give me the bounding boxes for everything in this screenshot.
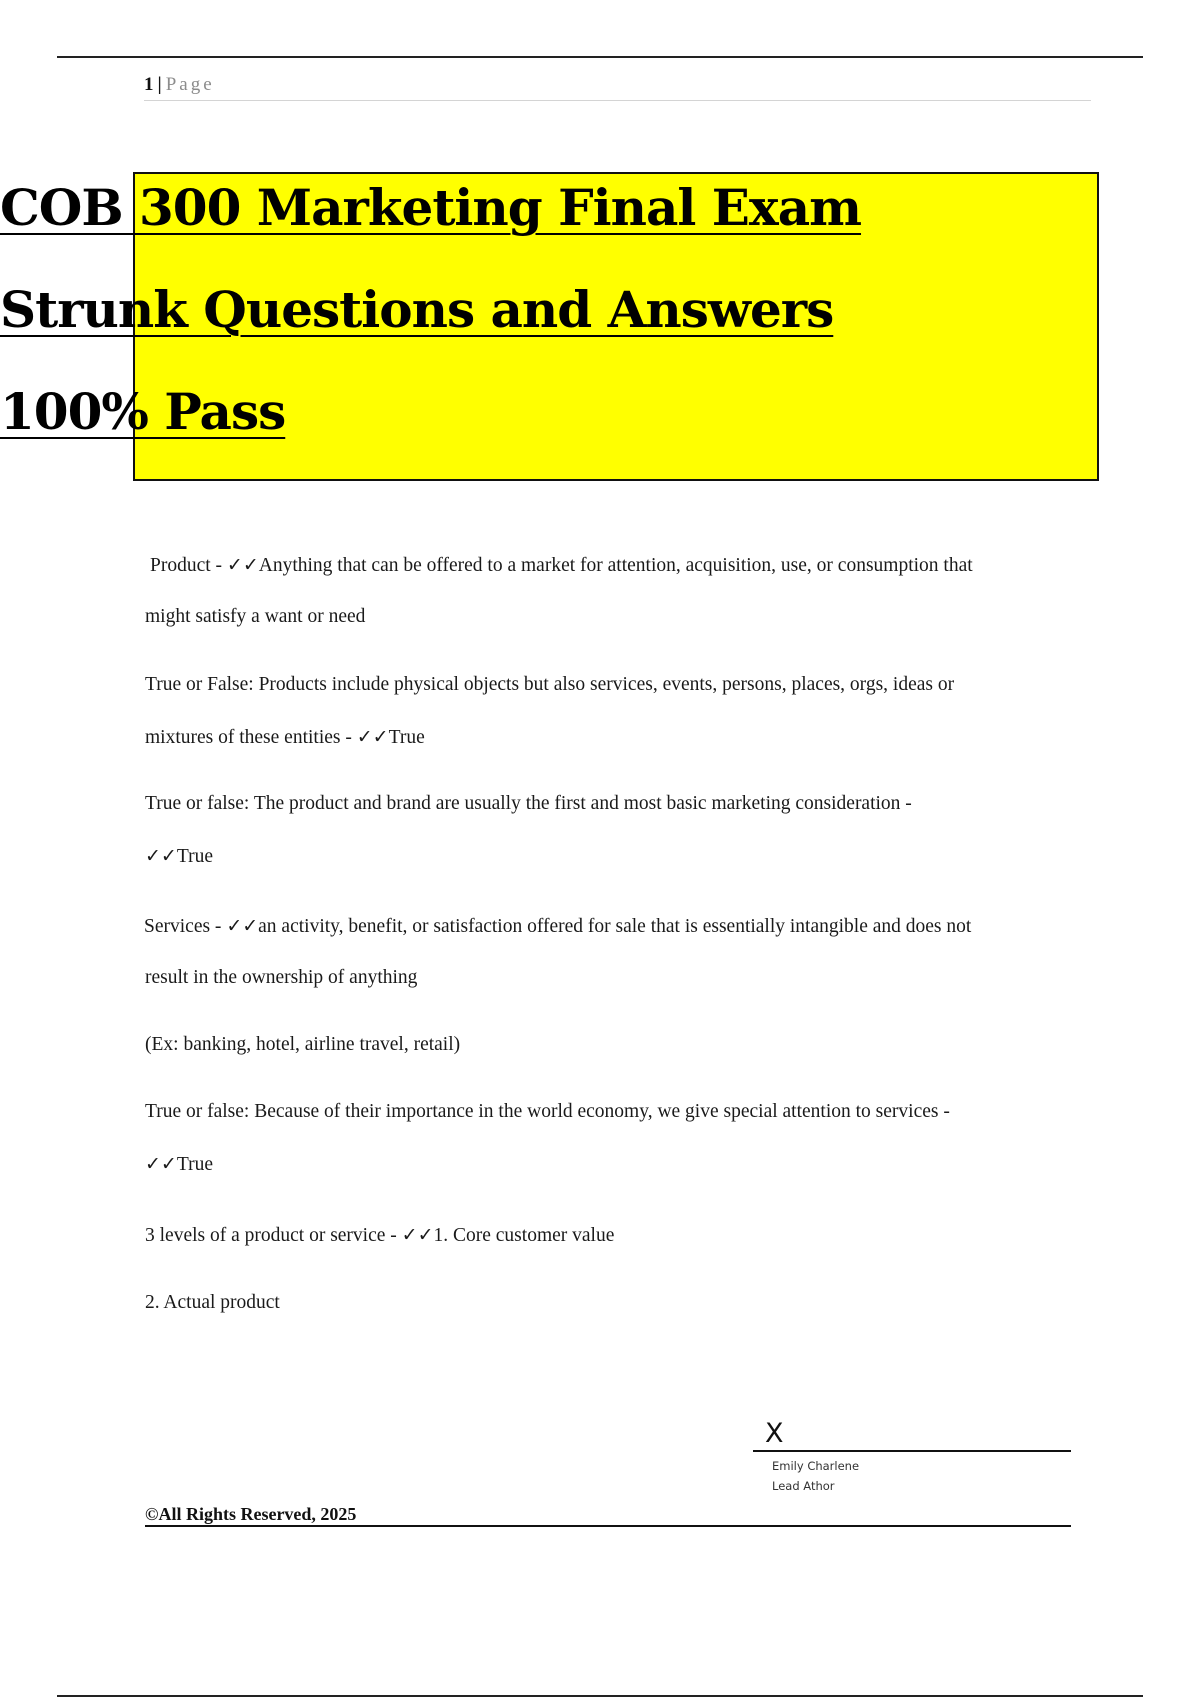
page-word: Page bbox=[165, 74, 215, 95]
copyright-footer: ©All Rights Reserved, 2025 bbox=[145, 1504, 357, 1524]
check-mark-icon: ✓✓ bbox=[145, 1153, 177, 1175]
qa-line bbox=[145, 844, 213, 869]
signature-role: Lead Athor bbox=[772, 1479, 835, 1493]
title-line-2: Strunk Questions and Answers bbox=[0, 280, 834, 339]
qa-line bbox=[144, 914, 971, 939]
answer-text: 1. Core customer value bbox=[433, 1225, 615, 1246]
qa-line bbox=[145, 1033, 460, 1057]
answer-text: 2. Actual product bbox=[145, 1292, 280, 1313]
check-mark-icon: ✓✓ bbox=[145, 845, 177, 867]
qa-line bbox=[145, 1223, 614, 1248]
check-mark-icon: ✓✓ bbox=[356, 726, 389, 748]
question-text: True or false: The product and brand are usually the first and most basic marketing consideration - bbox=[145, 793, 912, 814]
question-text: True or false: Because of their importance in the world economy, we give special attention to services - bbox=[145, 1101, 950, 1122]
question-text: True or False: Products include physical objects but also services, events, persons, places, orgs, ideas or bbox=[145, 674, 955, 695]
answer-text: an activity, benefit, or satisfaction offered for sale that is essentially intangible and does not bbox=[258, 916, 972, 937]
check-mark-icon: ✓✓ bbox=[226, 915, 259, 937]
question-text: 3 levels of a product or service - bbox=[145, 1225, 402, 1246]
qa-line bbox=[145, 1100, 950, 1124]
page-separator: | bbox=[157, 74, 162, 95]
page-header bbox=[144, 72, 1091, 101]
answer-text: (Ex: banking, hotel, airline travel, retail) bbox=[145, 1034, 461, 1055]
check-mark-icon: ✓✓ bbox=[401, 1224, 434, 1246]
question-text: mixtures of these entities - bbox=[145, 727, 357, 748]
answer-text: result in the ownership of anything bbox=[145, 967, 418, 988]
question-text: Services - bbox=[144, 916, 227, 937]
answer-text: True bbox=[176, 1154, 213, 1175]
qa-line bbox=[145, 673, 954, 697]
qa-line bbox=[145, 792, 912, 816]
qa-line bbox=[145, 1152, 213, 1177]
footer-rule bbox=[145, 1525, 1071, 1527]
qa-line bbox=[145, 605, 365, 629]
qa-line bbox=[145, 966, 417, 990]
answer-text: might satisfy a want or need bbox=[145, 606, 366, 627]
answer-text: Anything that can be offered to a market for attention, acquisition, use, or consumption that bbox=[258, 555, 973, 576]
top-page-rule bbox=[57, 56, 1143, 58]
qa-line bbox=[145, 1291, 280, 1315]
page-number: 1 bbox=[144, 74, 154, 95]
answer-text: True bbox=[176, 846, 213, 867]
signature-line bbox=[753, 1450, 1071, 1452]
qa-line bbox=[150, 553, 973, 578]
question-text: Product - bbox=[150, 555, 227, 576]
bottom-page-rule bbox=[57, 1695, 1143, 1697]
signature-name: Emily Charlene bbox=[772, 1459, 860, 1473]
title-line-3: 100% Pass bbox=[0, 382, 286, 441]
answer-text: True bbox=[388, 727, 425, 748]
qa-line bbox=[145, 725, 425, 750]
check-mark-icon: ✓✓ bbox=[226, 554, 259, 576]
signature-mark: X bbox=[765, 1418, 784, 1449]
title-line-1: COB 300 Marketing Final Exam bbox=[0, 178, 862, 237]
